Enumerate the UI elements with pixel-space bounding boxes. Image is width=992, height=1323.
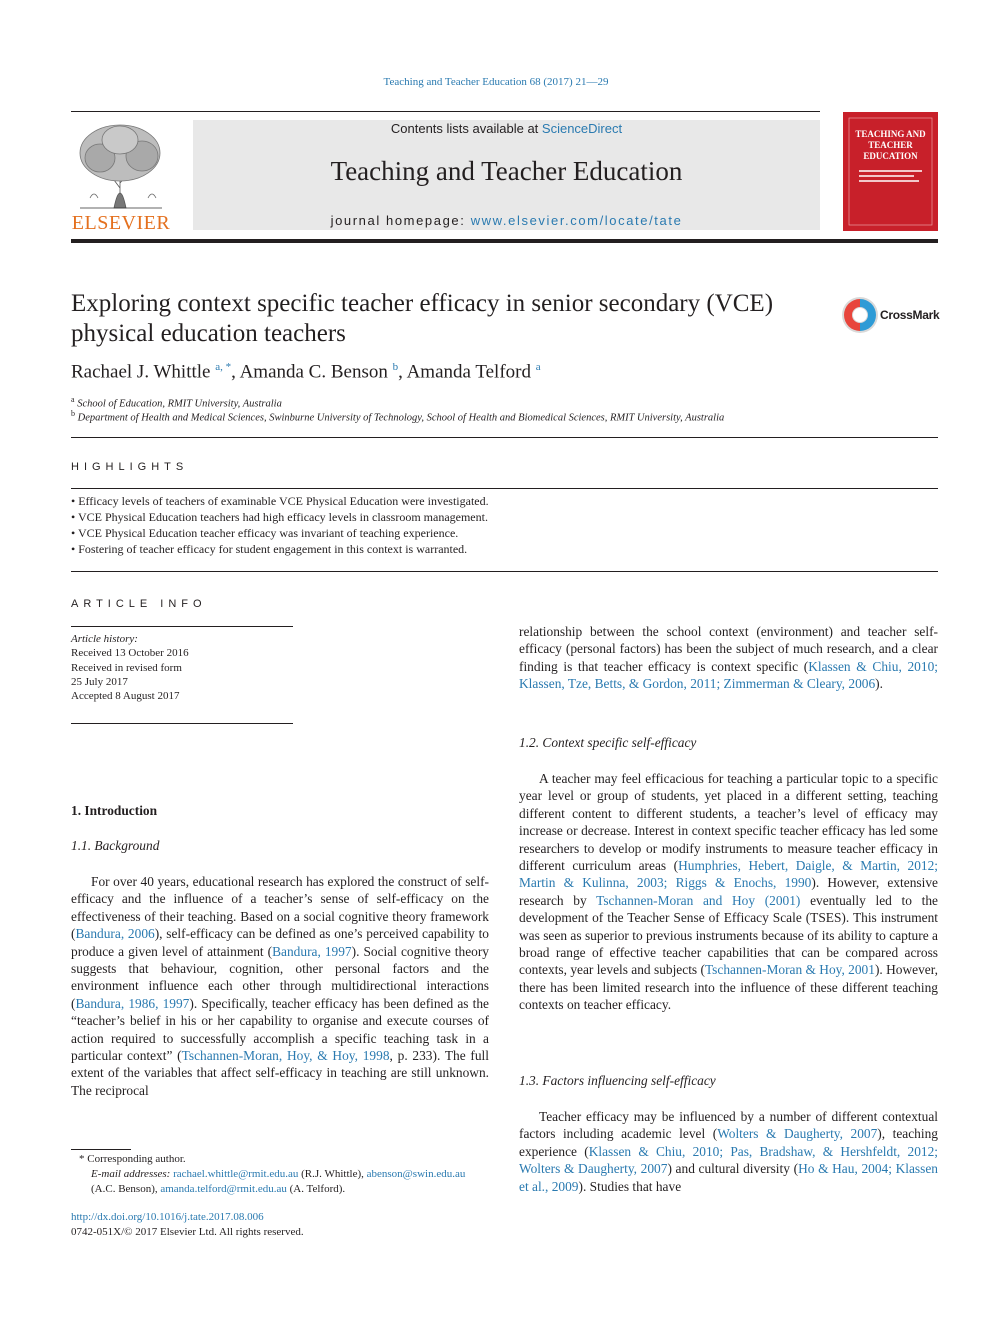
continuation-paragraph bbox=[519, 623, 938, 693]
subsection-heading-background: 1.1. Background bbox=[71, 838, 160, 853]
contents-prefix: Contents lists available at bbox=[390, 121, 542, 136]
corresponding-author-note: * Corresponding author. bbox=[79, 1153, 186, 1165]
body-text: ). bbox=[875, 676, 883, 692]
body-text: relationship between the school context (environment) and teacher self-efficacy (personal factors) has been the subject of much research, and a clear finding is that teacher efficacy is context specific ( bbox=[519, 624, 938, 674]
author-affiliation-mark[interactable]: a, * bbox=[215, 361, 232, 373]
history-line: Received 13 October 2016 bbox=[71, 647, 189, 660]
author-affiliation-mark[interactable]: a bbox=[535, 361, 541, 373]
affiliation-text: Department of Health and Medical Sciences, Swinburne University of Technology, School of Health and Biomedical Sciences, RMIT University, Australia bbox=[77, 412, 725, 424]
author-name[interactable]: Amanda Telford bbox=[406, 361, 531, 383]
author-separator: , bbox=[398, 361, 407, 383]
email-label: E-mail addresses: bbox=[91, 1168, 174, 1180]
homepage-line bbox=[193, 213, 820, 228]
sciencedirect-link[interactable]: ScienceDirect bbox=[541, 121, 623, 136]
author-affiliation-mark[interactable]: b bbox=[392, 361, 399, 373]
body-text: ), teaching experience ( bbox=[519, 1126, 938, 1159]
citation-link[interactable]: Klassen & Chiu, 2010; Klassen, Tze, Betts, & Gordon, 2011; Zimmerman & Cleary, 2006 bbox=[519, 658, 938, 692]
body-text: , p. 233). The full extent of the variables that affect self-efficacy in teaching are still unknown. The reciprocal bbox=[71, 1048, 489, 1098]
email-link[interactable]: abenson@swin.edu.au bbox=[366, 1168, 466, 1180]
body-text: A teacher may feel efficacious for teaching a particular topic to a specific year level or group of students, yet placed in a different setting, teaching different content to different students, a teacher’s level of efficacy may increase or decrease. Interest in context specific teacher efficacy has led some researchers to develop or modify instruments to measure teacher efficacy in different curriculum areas ( bbox=[519, 771, 938, 874]
homepage-prefix: journal homepage: bbox=[330, 213, 471, 228]
cover-title: TEACHING AND TEACHER EDUCATION bbox=[855, 129, 926, 161]
subsection-heading-context: 1.2. Context specific self-efficacy bbox=[519, 735, 697, 750]
citation-link[interactable]: Tschannen-Moran and Hoy (2001) bbox=[596, 892, 801, 908]
email-link[interactable]: rachael.whittle@rmit.edu.au bbox=[173, 1168, 299, 1180]
affiliation-rule bbox=[71, 437, 938, 438]
article-info-rule-top bbox=[71, 626, 293, 627]
journal-citation[interactable]: Teaching and Teacher Education 68 (2017) 21—29 bbox=[383, 76, 609, 88]
journal-title: Teaching and Teacher Education bbox=[330, 156, 683, 186]
body-text: Teacher efficacy may be influenced by a number of different contextual factors including academic level ( bbox=[519, 1109, 938, 1142]
history-line: 25 July 2017 bbox=[71, 675, 128, 688]
body-text: ). Specifically, teacher efficacy has been defined as the “teacher’s belief in his or her capability to organise and execute courses of action required to successfully accomplish a specific teaching task in a particular context” ( bbox=[71, 995, 489, 1064]
affiliation-b bbox=[71, 409, 724, 424]
context-paragraph bbox=[519, 770, 938, 1014]
citation-link[interactable]: Wolters & Daugherty, 2007 bbox=[717, 1126, 878, 1142]
citation-link[interactable]: Klassen & Chiu, 2010; Pas, Bradshaw, & Hershfeldt, 2012; Wolters & Daugherty, 2007 bbox=[519, 1143, 938, 1177]
background-paragraph bbox=[71, 873, 489, 1099]
email-owner: (A.C. Benson), bbox=[91, 1183, 161, 1195]
citation-link[interactable]: Bandura, 2006 bbox=[75, 926, 155, 942]
body-text: ). However, extensive research by bbox=[519, 875, 938, 908]
email-owner: (R.J. Whittle), bbox=[298, 1168, 367, 1180]
body-text: ). Social cognitive theory suggests that behaviour, cognition, other personal factors and the environment influence each other through multidirectional interactions ( bbox=[71, 943, 490, 1011]
article-history bbox=[71, 632, 189, 703]
footnote-rule bbox=[71, 1149, 131, 1150]
citation-link[interactable]: Tschannen-Moran & Hoy, 2001 bbox=[704, 962, 875, 978]
masthead-bottom-rule bbox=[71, 239, 938, 243]
body-text: ) and cultural diversity ( bbox=[667, 1161, 799, 1177]
affiliation-mark: b bbox=[71, 409, 75, 418]
highlight-item: • VCE Physical Education teacher efficacy was invariant of teaching experience. bbox=[71, 526, 459, 540]
article-info-rule-bottom bbox=[71, 723, 293, 724]
email-link[interactable]: amanda.telford@rmit.edu.au bbox=[160, 1183, 287, 1195]
section-heading-introduction: 1. Introduction bbox=[71, 803, 158, 818]
body-text: eventually led to the development of the Teacher Sense of Efficacy Scale (TSES). This instrument was seen as superior to previous instruments because of its ability to capture a broad range of effective teacher capabilities that can be compared across contexts, year levels and subjects ( bbox=[519, 892, 938, 978]
highlights-rule-bottom bbox=[71, 571, 938, 572]
article-title: Exploring context specific teacher efficacy in senior secondary (VCE) physical education teachers bbox=[71, 290, 774, 347]
citation-link[interactable]: Bandura, 1986, 1997 bbox=[75, 995, 190, 1011]
history-line: Received in revised form bbox=[71, 661, 182, 674]
body-text: For over 40 years, educational research has explored the construct of self-efficacy and the influence of a teacher’s sense of self-efficacy on the effectiveness of their teaching. Based on a social cognitive theory framework ( bbox=[71, 874, 489, 942]
highlight-item: • Efficacy levels of teachers of examinable VCE Physical Education were investigated. bbox=[71, 494, 489, 508]
history-label: Article history: bbox=[71, 633, 138, 645]
masthead-top-rule bbox=[71, 111, 820, 112]
affiliation-a bbox=[71, 395, 282, 410]
body-text: ). However, there has been limited research into the influence of these different teaching contexts on teacher efficacy. bbox=[519, 962, 938, 1013]
highlight-item: • Fostering of teacher efficacy for student engagement in this context is warranted. bbox=[71, 542, 468, 556]
citation-link[interactable]: Ho & Hau, 2004; Klassen et al., 2009 bbox=[519, 1161, 938, 1194]
subsection-heading-factors: 1.3. Factors influencing self-efficacy bbox=[519, 1073, 716, 1088]
homepage-link[interactable]: www.elsevier.com/locate/tate bbox=[470, 213, 683, 228]
highlights-list bbox=[71, 493, 938, 557]
author-list bbox=[71, 361, 541, 383]
publisher-wordmark: ELSEVIER bbox=[71, 212, 171, 234]
highlights-heading: HIGHLIGHTS bbox=[71, 461, 189, 473]
body-text: ). Studies that have bbox=[578, 1178, 682, 1194]
body-text: ), self-efficacy can be defined as one’s perceived capability to produce a given level of attainment ( bbox=[71, 926, 490, 959]
highlight-item: • VCE Physical Education teachers had high efficacy levels in classroom management. bbox=[71, 510, 488, 524]
copyright-line: 0742-051X/© 2017 Elsevier Ltd. All rights reserved. bbox=[71, 1226, 304, 1238]
crossmark-label[interactable]: CrossMark bbox=[880, 308, 940, 322]
history-line: Accepted 8 August 2017 bbox=[71, 690, 180, 703]
affiliation-mark: a bbox=[71, 395, 75, 404]
affiliation-text: School of Education, RMIT University, Australia bbox=[77, 398, 282, 410]
email-owner: (A. Telford). bbox=[286, 1183, 346, 1195]
citation-link[interactable]: Bandura, 1997 bbox=[272, 943, 352, 959]
email-addresses bbox=[71, 1167, 489, 1197]
author-name[interactable]: Amanda C. Benson bbox=[239, 361, 388, 383]
citation-link[interactable]: Tschannen-Moran, Hoy, & Hoy, 1998 bbox=[181, 1048, 390, 1064]
author-name[interactable]: Rachael J. Whittle bbox=[71, 361, 211, 383]
citation-link[interactable]: Humphries, Hebert, Daigle, & Martin, 2012; Martin & Kulinna, 2003; Riggs & Enochs, 1990 bbox=[519, 858, 939, 891]
footnote bbox=[71, 1152, 489, 1197]
doi-link[interactable]: http://dx.doi.org/10.1016/j.tate.2017.08.006 bbox=[71, 1211, 264, 1223]
article-info-heading: ARTICLE INFO bbox=[71, 598, 207, 610]
contents-line bbox=[193, 121, 820, 136]
factors-paragraph bbox=[519, 1108, 938, 1195]
author-separator: , bbox=[231, 361, 240, 383]
highlights-rule-top bbox=[71, 488, 938, 489]
